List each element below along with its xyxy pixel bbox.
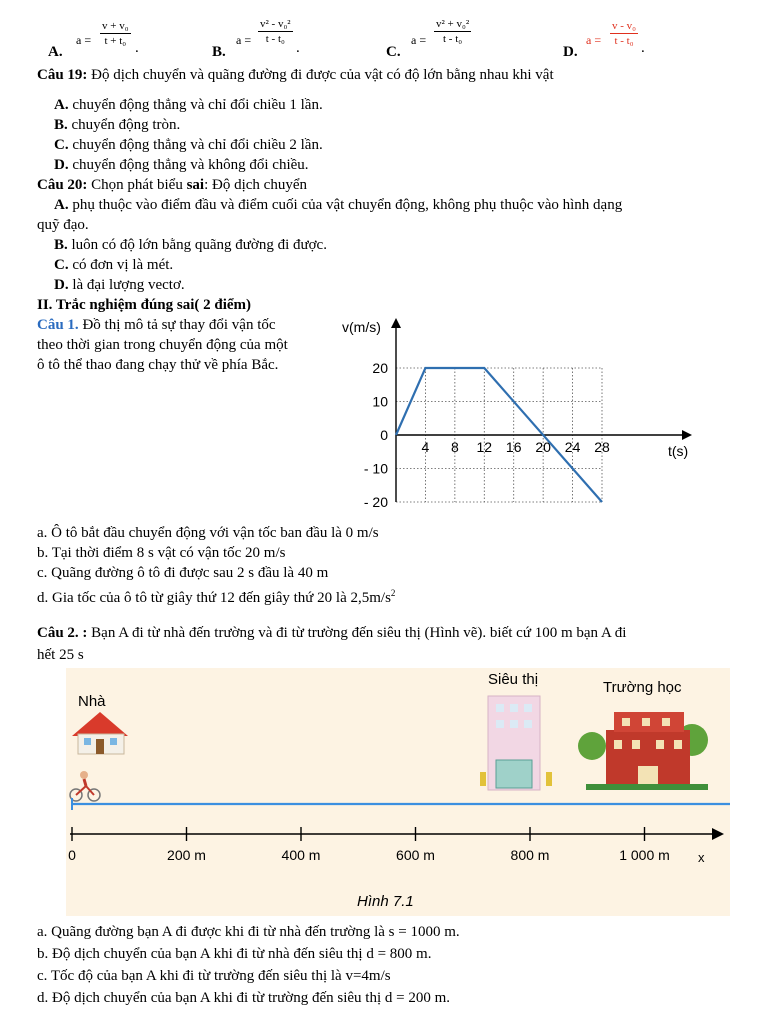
option-text: có đơn vị là mét. — [68, 257, 174, 273]
formula-lhs: a = — [586, 33, 602, 47]
numerator: v + v₀ — [102, 20, 129, 32]
cau1-statement-b: b. Tại thời điểm 8 s vật có vận tốc 20 m/s — [37, 545, 286, 561]
x-axis-arrow-icon — [712, 828, 724, 840]
option-text: là đại lượng vectơ. — [68, 277, 185, 293]
axis-tick-label: 400 m — [281, 847, 321, 863]
formula-lhs: a = — [76, 33, 92, 47]
chart-axes — [391, 318, 692, 502]
x-tick-label: 24 — [564, 439, 581, 455]
denominator: t + t₀ — [104, 35, 127, 47]
axis-tick-label: 1 000 m — [619, 847, 670, 863]
market-label: Siêu thị — [488, 671, 539, 688]
y-tick-label: - 20 — [363, 494, 388, 510]
question-label: Câu 20: — [37, 177, 88, 193]
denominator: t - t₀ — [443, 33, 463, 45]
x-axis-arrow-icon — [682, 430, 692, 440]
formula-fraction — [434, 18, 471, 45]
y-tick-label: - 10 — [363, 460, 388, 477]
option-letter: A. — [48, 44, 63, 60]
axis-tick-label: 800 m — [510, 847, 550, 863]
cau2-line-1 — [37, 624, 626, 642]
formula-tail: . — [641, 40, 645, 56]
option-letter: C. — [386, 44, 401, 60]
axis-tick-label: 200 m — [167, 847, 206, 863]
option-letter: B. — [54, 117, 68, 133]
formula-tail: . — [296, 40, 300, 56]
option-text: luôn có độ lớn bằng quãng đường đi được. — [67, 237, 327, 253]
figure-7-1 — [66, 668, 730, 916]
section-title: II. Trắc nghiệm đúng sai( 2 điểm) — [37, 297, 252, 313]
option-letter: D. — [54, 157, 69, 173]
superscript: 2 — [390, 588, 396, 598]
cau2-statement-c: c. Tốc độ của bạn A khi đi từ trường đến siêu thị là v=4m/s — [37, 968, 391, 984]
option-letter: B. — [212, 44, 226, 60]
formula-fraction — [258, 18, 293, 45]
y-tick-label: 20 — [372, 360, 388, 376]
option-letter: D. — [54, 277, 69, 293]
option-letter: A. — [54, 97, 69, 113]
cau1-statement-c: c. Quãng đường ô tô đi được sau 2 s đầu là 40 m — [37, 565, 329, 581]
x-axis-label: t(s) — [668, 443, 689, 459]
option-letter: D. — [563, 44, 578, 60]
numerator: v² - v₀² — [260, 18, 291, 30]
cau2-statement-d: d. Độ dịch chuyển của bạn A khi đi từ trường đến siêu thị d = 200 m. — [37, 990, 451, 1006]
cau2-statement-b: b. Độ dịch chuyển của bạn A khi đi từ nhà đến siêu thị d = 800 m. — [37, 946, 432, 962]
school-label: Trường học — [603, 679, 682, 696]
question-text: Đồ thị mô tả sự thay đổi vận tốc — [78, 317, 276, 333]
x-tick-label: 4 — [421, 439, 430, 455]
statement-text: d. Gia tốc của ô tô từ giây thứ 12 đến giây thứ 20 là 2,5m/s — [37, 590, 391, 606]
cau1-statement-d — [37, 584, 395, 607]
cau1-line-1 — [37, 316, 276, 334]
q20-option-d — [54, 276, 185, 294]
figure-caption: Hình 7.1 — [357, 893, 414, 910]
emphasis-text: sai — [186, 177, 205, 193]
option-letter: C. — [54, 257, 69, 273]
q20-option-a-cont: quỹ đạo. — [37, 217, 89, 233]
q20-option-c — [54, 256, 173, 274]
question-text: Độ dịch chuyển và quãng đường đi được của vật có độ lớn bằng nhau khi vật — [87, 67, 554, 83]
q19-option-b — [54, 116, 180, 134]
cau1-statement-a: a. Ô tô bắt đầu chuyển động với vận tốc ban đầu là 0 m/s — [37, 525, 379, 541]
formula-fraction-answer — [610, 20, 638, 47]
option-letter: A. — [54, 197, 69, 213]
question-label: Câu 1. — [37, 317, 79, 333]
option-text: phụ thuộc vào điểm đầu và điểm cuối của vật chuyển động, không phụ thuộc vào hình dạng — [68, 197, 623, 213]
numerator: v² + v₀² — [436, 18, 470, 30]
x-tick-label: 8 — [450, 439, 459, 455]
cyclist-icon — [70, 771, 100, 801]
formula-fraction — [100, 20, 131, 47]
velocity-time-chart — [330, 310, 710, 520]
question-label: Câu 2. : — [37, 625, 88, 641]
y-axis-arrow-icon — [391, 318, 401, 328]
question-text: : Độ dịch chuyển — [204, 177, 307, 193]
x-tick-label: 28 — [594, 439, 610, 455]
question-text: Bạn A đi từ nhà đến trường và đi từ trường đến siêu thị (Hình vẽ). biết cứ 100 m bạn A đi — [87, 625, 627, 641]
axis-tick-label: 600 m — [396, 847, 435, 863]
cau1-line-2: theo thời gian trong chuyển động của một — [37, 337, 288, 353]
x-axis-variable: x — [698, 850, 705, 865]
option-text: chuyển động thẳng và chỉ đổi chiều 1 lần. — [68, 97, 323, 113]
question-text: Chọn phát biểu — [87, 177, 187, 193]
option-text: chuyển động tròn. — [67, 117, 181, 133]
q19-option-a — [54, 96, 323, 114]
formula-lhs: a = — [236, 33, 252, 47]
axis-tick-label: 0 — [68, 847, 76, 863]
option-letter: B. — [54, 237, 68, 253]
q20-option-a — [54, 196, 622, 214]
option-text: chuyển động thẳng và không đổi chiều. — [68, 157, 309, 173]
numerator: v - v₀ — [612, 20, 636, 32]
supermarket-icon — [480, 696, 552, 790]
cau2-line-2: hết 25 s — [37, 647, 84, 663]
q19-option-c — [54, 136, 323, 154]
x-tick-label: 12 — [476, 439, 493, 455]
denominator: t - t₀ — [614, 35, 634, 47]
home-label: Nhà — [78, 693, 106, 710]
formula-tail: . — [135, 40, 139, 56]
cau2-statement-a: a. Quãng đường bạn A đi được khi đi từ nhà đến trường là s = 1000 m. — [37, 924, 460, 940]
y-axis-label: v(m/s) — [342, 319, 381, 335]
x-tick-label: 16 — [505, 439, 522, 455]
option-letter: C. — [54, 137, 69, 153]
y-tick-label: 0 — [380, 427, 388, 443]
denominator: t - t₀ — [265, 33, 285, 45]
option-text: chuyển động thẳng và chỉ đổi chiều 2 lần. — [68, 137, 323, 153]
question-label: Câu 19: — [37, 67, 88, 83]
y-tick-label: 10 — [372, 393, 388, 410]
figure-axis-ticks — [68, 827, 670, 863]
q19-stem — [37, 66, 554, 84]
formula-lhs: a = — [411, 33, 427, 47]
house-icon — [72, 712, 128, 754]
school-icon — [578, 712, 708, 790]
q19-option-d — [54, 156, 309, 174]
q20-stem — [37, 176, 307, 194]
cau1-line-3: ô tô thể thao đang chạy thử về phía Bắc. — [37, 357, 279, 373]
q20-option-b — [54, 236, 327, 254]
x-tick-label: 20 — [535, 439, 551, 455]
